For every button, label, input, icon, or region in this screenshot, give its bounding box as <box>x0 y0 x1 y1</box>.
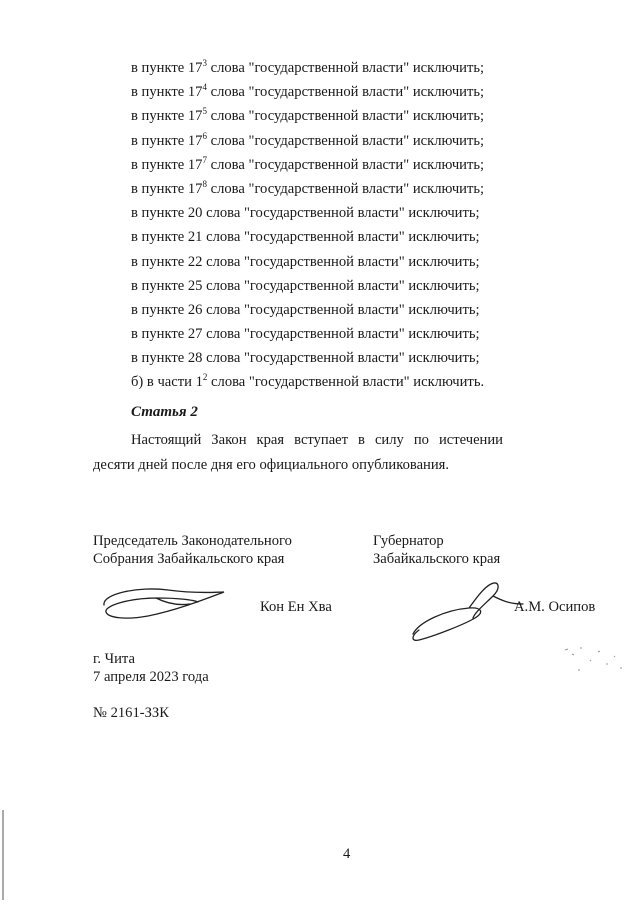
signing-place: г. Чита <box>93 651 135 667</box>
article-heading: Статья 2 <box>131 404 198 420</box>
amendment-line <box>131 225 484 249</box>
amendment-text: слова "государственной власти" исключить; <box>206 84 485 101</box>
amendment-text: в пункте 17 <box>131 108 203 125</box>
chairman-name: Кон Ен Хва <box>260 599 332 615</box>
governor-title-line: Забайкальского края <box>373 551 501 567</box>
amendment-line <box>131 129 484 153</box>
amendment-text: в пункте 22 слова "государственной власти" исключить; <box>131 253 480 270</box>
amendment-line <box>131 370 484 394</box>
superscript: 7 <box>202 154 207 165</box>
signing-date: 7 апреля 2023 года <box>93 669 209 685</box>
amendment-line <box>131 56 484 80</box>
article-paragraph: Настоящий Закон края вступает в силу по истечении десяти дней после дня его официального опубликования. <box>93 432 503 473</box>
amendment-line <box>131 104 484 128</box>
amendment-text: в пункте 28 слова "государственной власти" исключить; <box>131 350 480 367</box>
amendment-text: слова "государственной власти" исключить. <box>207 374 485 391</box>
superscript: 5 <box>202 106 207 117</box>
amendment-text: в пункте 26 слова "государственной власти" исключить; <box>131 301 480 318</box>
amendment-text: слова "государственной власти" исключить; <box>206 180 485 197</box>
amendment-text: в пункте 17 <box>131 156 203 173</box>
amendment-text: в пункте 17 <box>131 180 203 197</box>
amendment-text: в пункте 27 слова "государственной власти" исключить; <box>131 326 480 343</box>
amendment-text: в пункте 17 <box>131 132 203 149</box>
superscript: 4 <box>202 82 207 93</box>
chairman-title-line: Председатель Законодательного <box>93 533 292 549</box>
amendment-text: в пункте 20 слова "государственной власти" исключить; <box>131 205 480 222</box>
document-number: № 2161-ЗЗК <box>93 705 169 721</box>
superscript: 3 <box>202 58 207 68</box>
amendment-text: слова "государственной власти" исключить; <box>206 60 485 76</box>
page-number: 4 <box>343 846 351 862</box>
scan-noise-left-edge <box>0 800 6 905</box>
superscript: 2 <box>202 372 208 383</box>
superscript: 8 <box>202 178 207 189</box>
chairman-signature <box>98 578 228 626</box>
amendment-line <box>131 250 484 274</box>
amendment-text: слова "государственной власти" исключить; <box>206 156 485 173</box>
amendment-text: б) в части 1 <box>131 374 203 391</box>
amendment-text: в пункте 21 слова "государственной власти" исключить; <box>131 229 480 246</box>
governor-title-line: Губернатор <box>373 533 444 549</box>
governor-title <box>373 532 500 568</box>
scan-noise-right-edge <box>560 620 630 680</box>
governor-name: А.М. Осипов <box>514 599 596 615</box>
superscript: 6 <box>202 130 207 141</box>
amendment-text: в пункте 17 <box>131 60 203 76</box>
chairman-title <box>93 532 292 568</box>
amendment-line <box>131 153 484 177</box>
amendment-text: в пункте 25 слова "государственной власти" исключить; <box>131 277 480 294</box>
amendment-line <box>131 177 484 201</box>
amendment-text: слова "государственной власти" исключить; <box>206 108 485 125</box>
chairman-title-line: Собрания Забайкальского края <box>93 551 285 567</box>
amendment-line <box>131 322 484 346</box>
amendment-line <box>131 274 484 298</box>
amendment-line <box>131 298 484 322</box>
amendment-list <box>131 56 484 395</box>
amendment-line <box>131 80 484 104</box>
amendment-line <box>131 346 484 370</box>
amendment-text: слова "государственной власти" исключить; <box>206 132 485 149</box>
amendment-line <box>131 201 484 225</box>
amendment-text: в пункте 17 <box>131 84 203 101</box>
